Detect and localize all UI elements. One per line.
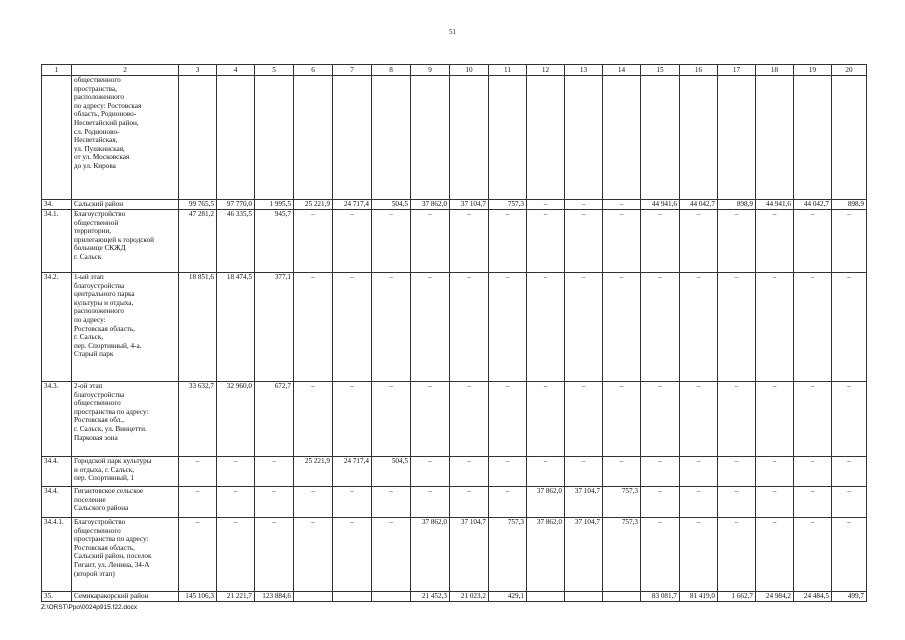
column-number-row: [42, 65, 867, 76]
value-cell: –: [565, 200, 603, 210]
value-cell: –: [333, 382, 372, 457]
value-cell: –: [603, 457, 641, 487]
value-cell: 377,1: [255, 273, 294, 382]
value-cell: [450, 76, 489, 200]
value-cell: –: [450, 382, 489, 457]
value-cell: [565, 592, 603, 602]
value-cell: 24 717,4: [333, 200, 372, 210]
value-cell: –: [333, 210, 372, 273]
value-cell: –: [832, 210, 867, 273]
value-cell: 32 960,0: [217, 382, 255, 457]
column-number: 17: [718, 65, 756, 76]
value-cell: 44 042,7: [680, 200, 718, 210]
value-cell: 757,3: [603, 518, 641, 592]
value-cell: [603, 592, 641, 602]
value-cell: 44 941,6: [641, 200, 680, 210]
value-cell: –: [756, 457, 794, 487]
value-cell: –: [832, 518, 867, 592]
value-cell: 123 884,6: [255, 592, 294, 602]
value-cell: [489, 76, 527, 200]
description-cell: Благоустройство общественной территории, прилегающей к городской больнице СКЖД г. Сальск: [72, 210, 179, 273]
value-cell: 18 851,6: [179, 273, 217, 382]
value-cell: [179, 76, 217, 200]
value-cell: –: [603, 210, 641, 273]
description-cell: 1-ый этап благоустройства центрального парка культуры и отдыха, расположенного по адресу: Ростовская область, г. Сальск, пер. Спортивный, 4-а. Старый парк: [72, 273, 179, 382]
value-cell: –: [794, 457, 832, 487]
value-cell: 99 765,5: [179, 200, 217, 210]
value-cell: –: [565, 457, 603, 487]
description-cell: Благоустройство общественного пространства по адресу: Ростовская область, Сальский район, поселок Гигант, ул. Ленина, 34-А (второй этап): [72, 518, 179, 592]
value-cell: 83 081,7: [641, 592, 680, 602]
value-cell: –: [372, 518, 411, 592]
value-cell: 898,9: [718, 200, 756, 210]
value-cell: [794, 76, 832, 200]
value-cell: –: [641, 487, 680, 518]
table-row: [42, 592, 867, 602]
column-number: 1: [42, 65, 72, 76]
value-cell: 672,7: [255, 382, 294, 457]
description-cell: Гигантовское сельское поселение Сальского района: [72, 487, 179, 518]
value-cell: –: [641, 210, 680, 273]
value-cell: –: [680, 487, 718, 518]
table-row: [42, 76, 867, 200]
value-cell: 97 770,0: [217, 200, 255, 210]
value-cell: –: [756, 273, 794, 382]
value-cell: –: [603, 200, 641, 210]
value-cell: 429,1: [489, 592, 527, 602]
column-number: 13: [565, 65, 603, 76]
value-cell: –: [832, 382, 867, 457]
value-cell: –: [255, 457, 294, 487]
value-cell: –: [255, 487, 294, 518]
value-cell: 21 023,2: [450, 592, 489, 602]
value-cell: –: [680, 518, 718, 592]
value-cell: 44 941,6: [756, 200, 794, 210]
value-cell: 21 452,3: [411, 592, 450, 602]
value-cell: –: [333, 273, 372, 382]
value-cell: –: [527, 382, 565, 457]
value-cell: –: [294, 210, 333, 273]
row-number-cell: 34.4.1.: [42, 518, 72, 592]
value-cell: –: [756, 382, 794, 457]
value-cell: [372, 592, 411, 602]
value-cell: –: [179, 487, 217, 518]
value-cell: 24 484,5: [794, 592, 832, 602]
value-cell: 24 717,4: [333, 457, 372, 487]
value-cell: 757,3: [603, 487, 641, 518]
value-cell: –: [794, 210, 832, 273]
description-cell: Сальский район: [72, 200, 179, 210]
value-cell: 37 104,7: [565, 487, 603, 518]
value-cell: 37 862,0: [411, 200, 450, 210]
value-cell: –: [411, 273, 450, 382]
value-cell: –: [372, 382, 411, 457]
column-number: 12: [527, 65, 565, 76]
value-cell: –: [832, 457, 867, 487]
value-cell: –: [333, 487, 372, 518]
value-cell: –: [641, 518, 680, 592]
value-cell: –: [756, 518, 794, 592]
value-cell: –: [832, 273, 867, 382]
value-cell: –: [718, 487, 756, 518]
value-cell: 46 335,5: [217, 210, 255, 273]
value-cell: –: [411, 487, 450, 518]
value-cell: –: [411, 457, 450, 487]
value-cell: –: [372, 210, 411, 273]
value-cell: 37 862,0: [411, 518, 450, 592]
column-number: 18: [756, 65, 794, 76]
column-number: 7: [333, 65, 372, 76]
value-cell: –: [489, 487, 527, 518]
value-cell: 24 984,2: [756, 592, 794, 602]
value-cell: –: [489, 273, 527, 382]
row-number-cell: 34.1.: [42, 210, 72, 273]
value-cell: 81 419,0: [680, 592, 718, 602]
row-number-cell: 34.: [42, 200, 72, 210]
column-number: 9: [411, 65, 450, 76]
value-cell: 21 221,7: [217, 592, 255, 602]
table-row: [42, 457, 867, 487]
value-cell: [372, 76, 411, 200]
table-row: [42, 210, 867, 273]
value-cell: [255, 76, 294, 200]
value-cell: –: [756, 210, 794, 273]
column-number: 11: [489, 65, 527, 76]
value-cell: 44 042,7: [794, 200, 832, 210]
value-cell: 47 281,2: [179, 210, 217, 273]
value-cell: –: [565, 273, 603, 382]
value-cell: –: [641, 382, 680, 457]
value-cell: 37 104,7: [450, 200, 489, 210]
value-cell: –: [450, 210, 489, 273]
column-number: 5: [255, 65, 294, 76]
value-cell: 25 221,9: [294, 200, 333, 210]
column-number: 6: [294, 65, 333, 76]
value-cell: –: [718, 210, 756, 273]
value-cell: –: [718, 518, 756, 592]
value-cell: –: [641, 273, 680, 382]
value-cell: –: [179, 457, 217, 487]
value-cell: –: [680, 210, 718, 273]
budget-table: [41, 64, 867, 602]
value-cell: –: [372, 487, 411, 518]
value-cell: –: [832, 487, 867, 518]
row-number-cell: [42, 76, 72, 200]
table-row: [42, 382, 867, 457]
value-cell: –: [217, 518, 255, 592]
value-cell: –: [527, 273, 565, 382]
value-cell: 37 862,0: [527, 518, 565, 592]
value-cell: [718, 76, 756, 200]
column-number: 19: [794, 65, 832, 76]
value-cell: 1 662,7: [718, 592, 756, 602]
value-cell: 504,5: [372, 200, 411, 210]
value-cell: [603, 76, 641, 200]
value-cell: –: [680, 382, 718, 457]
value-cell: –: [527, 457, 565, 487]
row-number-cell: 34.2.: [42, 273, 72, 382]
column-number: 16: [680, 65, 718, 76]
value-cell: –: [217, 487, 255, 518]
value-cell: –: [217, 457, 255, 487]
column-number: 2: [72, 65, 179, 76]
value-cell: [680, 76, 718, 200]
value-cell: –: [294, 382, 333, 457]
column-number: 3: [179, 65, 217, 76]
value-cell: –: [718, 457, 756, 487]
value-cell: 25 221,9: [294, 457, 333, 487]
value-cell: –: [450, 457, 489, 487]
value-cell: 37 104,7: [565, 518, 603, 592]
value-cell: –: [794, 518, 832, 592]
value-cell: –: [794, 487, 832, 518]
table-row: [42, 518, 867, 592]
value-cell: –: [450, 487, 489, 518]
column-number: 4: [217, 65, 255, 76]
value-cell: –: [333, 518, 372, 592]
value-cell: –: [565, 382, 603, 457]
column-number: 20: [832, 65, 867, 76]
value-cell: –: [680, 457, 718, 487]
value-cell: –: [603, 273, 641, 382]
row-number-cell: 34.4.: [42, 487, 72, 518]
value-cell: –: [641, 457, 680, 487]
value-cell: 37 104,7: [450, 518, 489, 592]
description-cell: 2-ой этап благоустройства общественного пространства по адресу: Ростовская обл., г. Сальск, ул. Винцетти. Парковая зона: [72, 382, 179, 457]
value-cell: –: [756, 487, 794, 518]
value-cell: –: [794, 382, 832, 457]
value-cell: 757,3: [489, 200, 527, 210]
value-cell: [333, 592, 372, 602]
value-cell: –: [527, 210, 565, 273]
value-cell: 33 632,7: [179, 382, 217, 457]
value-cell: [832, 76, 867, 200]
value-cell: 898,9: [832, 200, 867, 210]
value-cell: –: [372, 273, 411, 382]
value-cell: –: [294, 518, 333, 592]
value-cell: –: [489, 382, 527, 457]
value-cell: 945,7: [255, 210, 294, 273]
value-cell: 1 995,5: [255, 200, 294, 210]
value-cell: –: [489, 457, 527, 487]
row-number-cell: 34.3.: [42, 382, 72, 457]
table-row: [42, 200, 867, 210]
description-cell: Семикаракорский район: [72, 592, 179, 602]
column-number: 10: [450, 65, 489, 76]
value-cell: –: [527, 200, 565, 210]
value-cell: [527, 592, 565, 602]
value-cell: [527, 76, 565, 200]
row-number-cell: 35.: [42, 592, 72, 602]
value-cell: –: [411, 382, 450, 457]
value-cell: –: [603, 382, 641, 457]
value-cell: [756, 76, 794, 200]
value-cell: [641, 76, 680, 200]
value-cell: 37 862,0: [527, 487, 565, 518]
value-cell: –: [680, 273, 718, 382]
description-cell: общественного пространства, расположенного по адресу: Ростовская область, Родионово- Несветайский район, сл. Родионово- Несветайская, ул. Пушкинская, от ул. Московская до ул. Кирова: [72, 76, 179, 200]
column-number: 8: [372, 65, 411, 76]
value-cell: –: [718, 273, 756, 382]
page-number: 51: [449, 28, 456, 36]
value-cell: [217, 76, 255, 200]
value-cell: –: [794, 273, 832, 382]
value-cell: –: [294, 487, 333, 518]
table-row: [42, 487, 867, 518]
value-cell: 18 474,5: [217, 273, 255, 382]
description-cell: Городской парк культуры и отдыха, г. Сальск, пер. Спортивный, 1: [72, 457, 179, 487]
value-cell: –: [489, 210, 527, 273]
value-cell: –: [294, 273, 333, 382]
value-cell: [411, 76, 450, 200]
value-cell: –: [255, 518, 294, 592]
value-cell: [294, 592, 333, 602]
value-cell: [333, 76, 372, 200]
value-cell: –: [565, 210, 603, 273]
column-number: 14: [603, 65, 641, 76]
value-cell: [294, 76, 333, 200]
value-cell: –: [179, 518, 217, 592]
value-cell: –: [411, 210, 450, 273]
value-cell: 504,5: [372, 457, 411, 487]
value-cell: [565, 76, 603, 200]
value-cell: –: [450, 273, 489, 382]
value-cell: –: [718, 382, 756, 457]
row-number-cell: 34.4.: [42, 457, 72, 487]
column-number: 15: [641, 65, 680, 76]
file-path-footer: Z:\ORST\Ppo\0024p915.f22.docx: [41, 604, 138, 611]
table-row: [42, 273, 867, 382]
value-cell: 499,7: [832, 592, 867, 602]
value-cell: 757,3: [489, 518, 527, 592]
value-cell: 145 106,3: [179, 592, 217, 602]
